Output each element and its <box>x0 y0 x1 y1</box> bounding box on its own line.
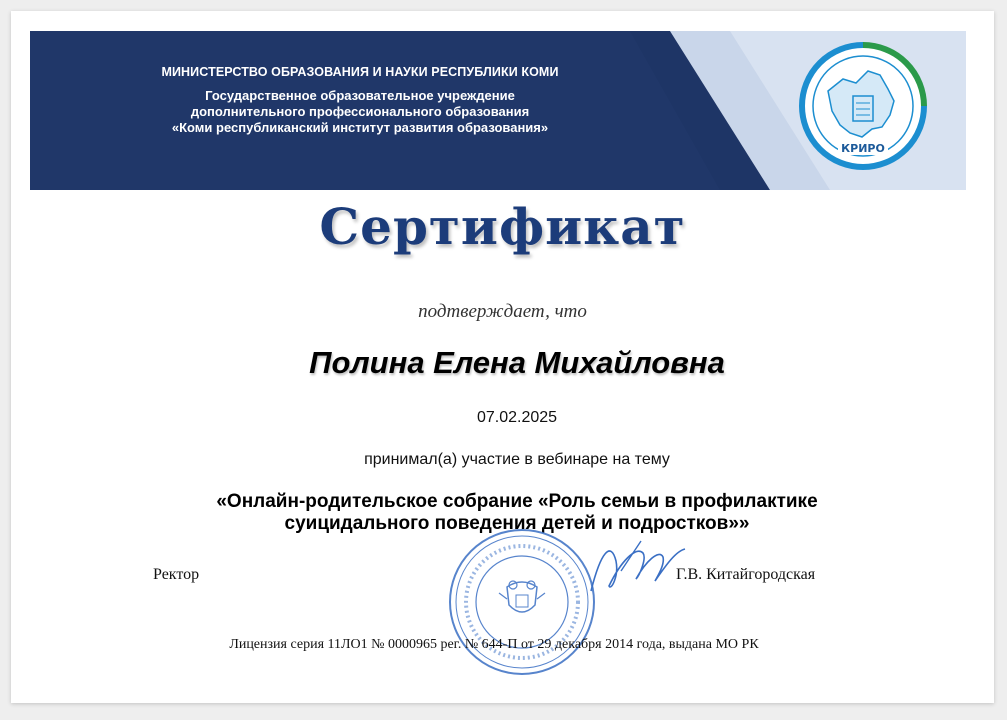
header-text <box>100 65 620 136</box>
logo-text: КРИРО <box>841 142 885 155</box>
confirms-text: подтверждает, что <box>418 301 587 322</box>
certificate-sheet <box>11 11 994 703</box>
official-seal-icon <box>447 527 597 677</box>
institution-line-2: дополнительного профессионального образования <box>190 104 530 119</box>
kriro-logo-icon <box>798 41 928 171</box>
participation-text: принимал(а) участие в вебинаре на тему <box>364 451 670 468</box>
person-name: Полина Елена Михайловна <box>309 345 725 380</box>
institution-line-1: Государственное образовательное учреждение <box>205 88 515 103</box>
institution-line-3: «Коми республиканский институт развития образования» <box>171 120 549 135</box>
webinar-date: 07.02.2025 <box>476 409 558 426</box>
header-banner <box>30 31 966 190</box>
rector-name: Г.В. Китайгородская <box>676 566 816 583</box>
license-text: Лицензия серия 11ЛО1 № 0000965 рег. № 644-П от 29 декабря 2014 года, выдана МО РК <box>229 637 759 652</box>
certificate-title: Сертификат <box>319 197 686 256</box>
topic-line-2: суицидального поведения детей и подростков»» <box>284 513 750 534</box>
ministry-name: МИНИСТЕРСТВО ОБРАЗОВАНИЯ И НАУКИ РЕСПУБЛИКИ КОМИ <box>161 65 559 79</box>
rector-label: Ректор <box>153 566 200 583</box>
topic-line-1: «Онлайн-родительское собрание «Роль семьи в профилактике <box>216 491 818 512</box>
rector-signature-icon <box>581 531 691 611</box>
